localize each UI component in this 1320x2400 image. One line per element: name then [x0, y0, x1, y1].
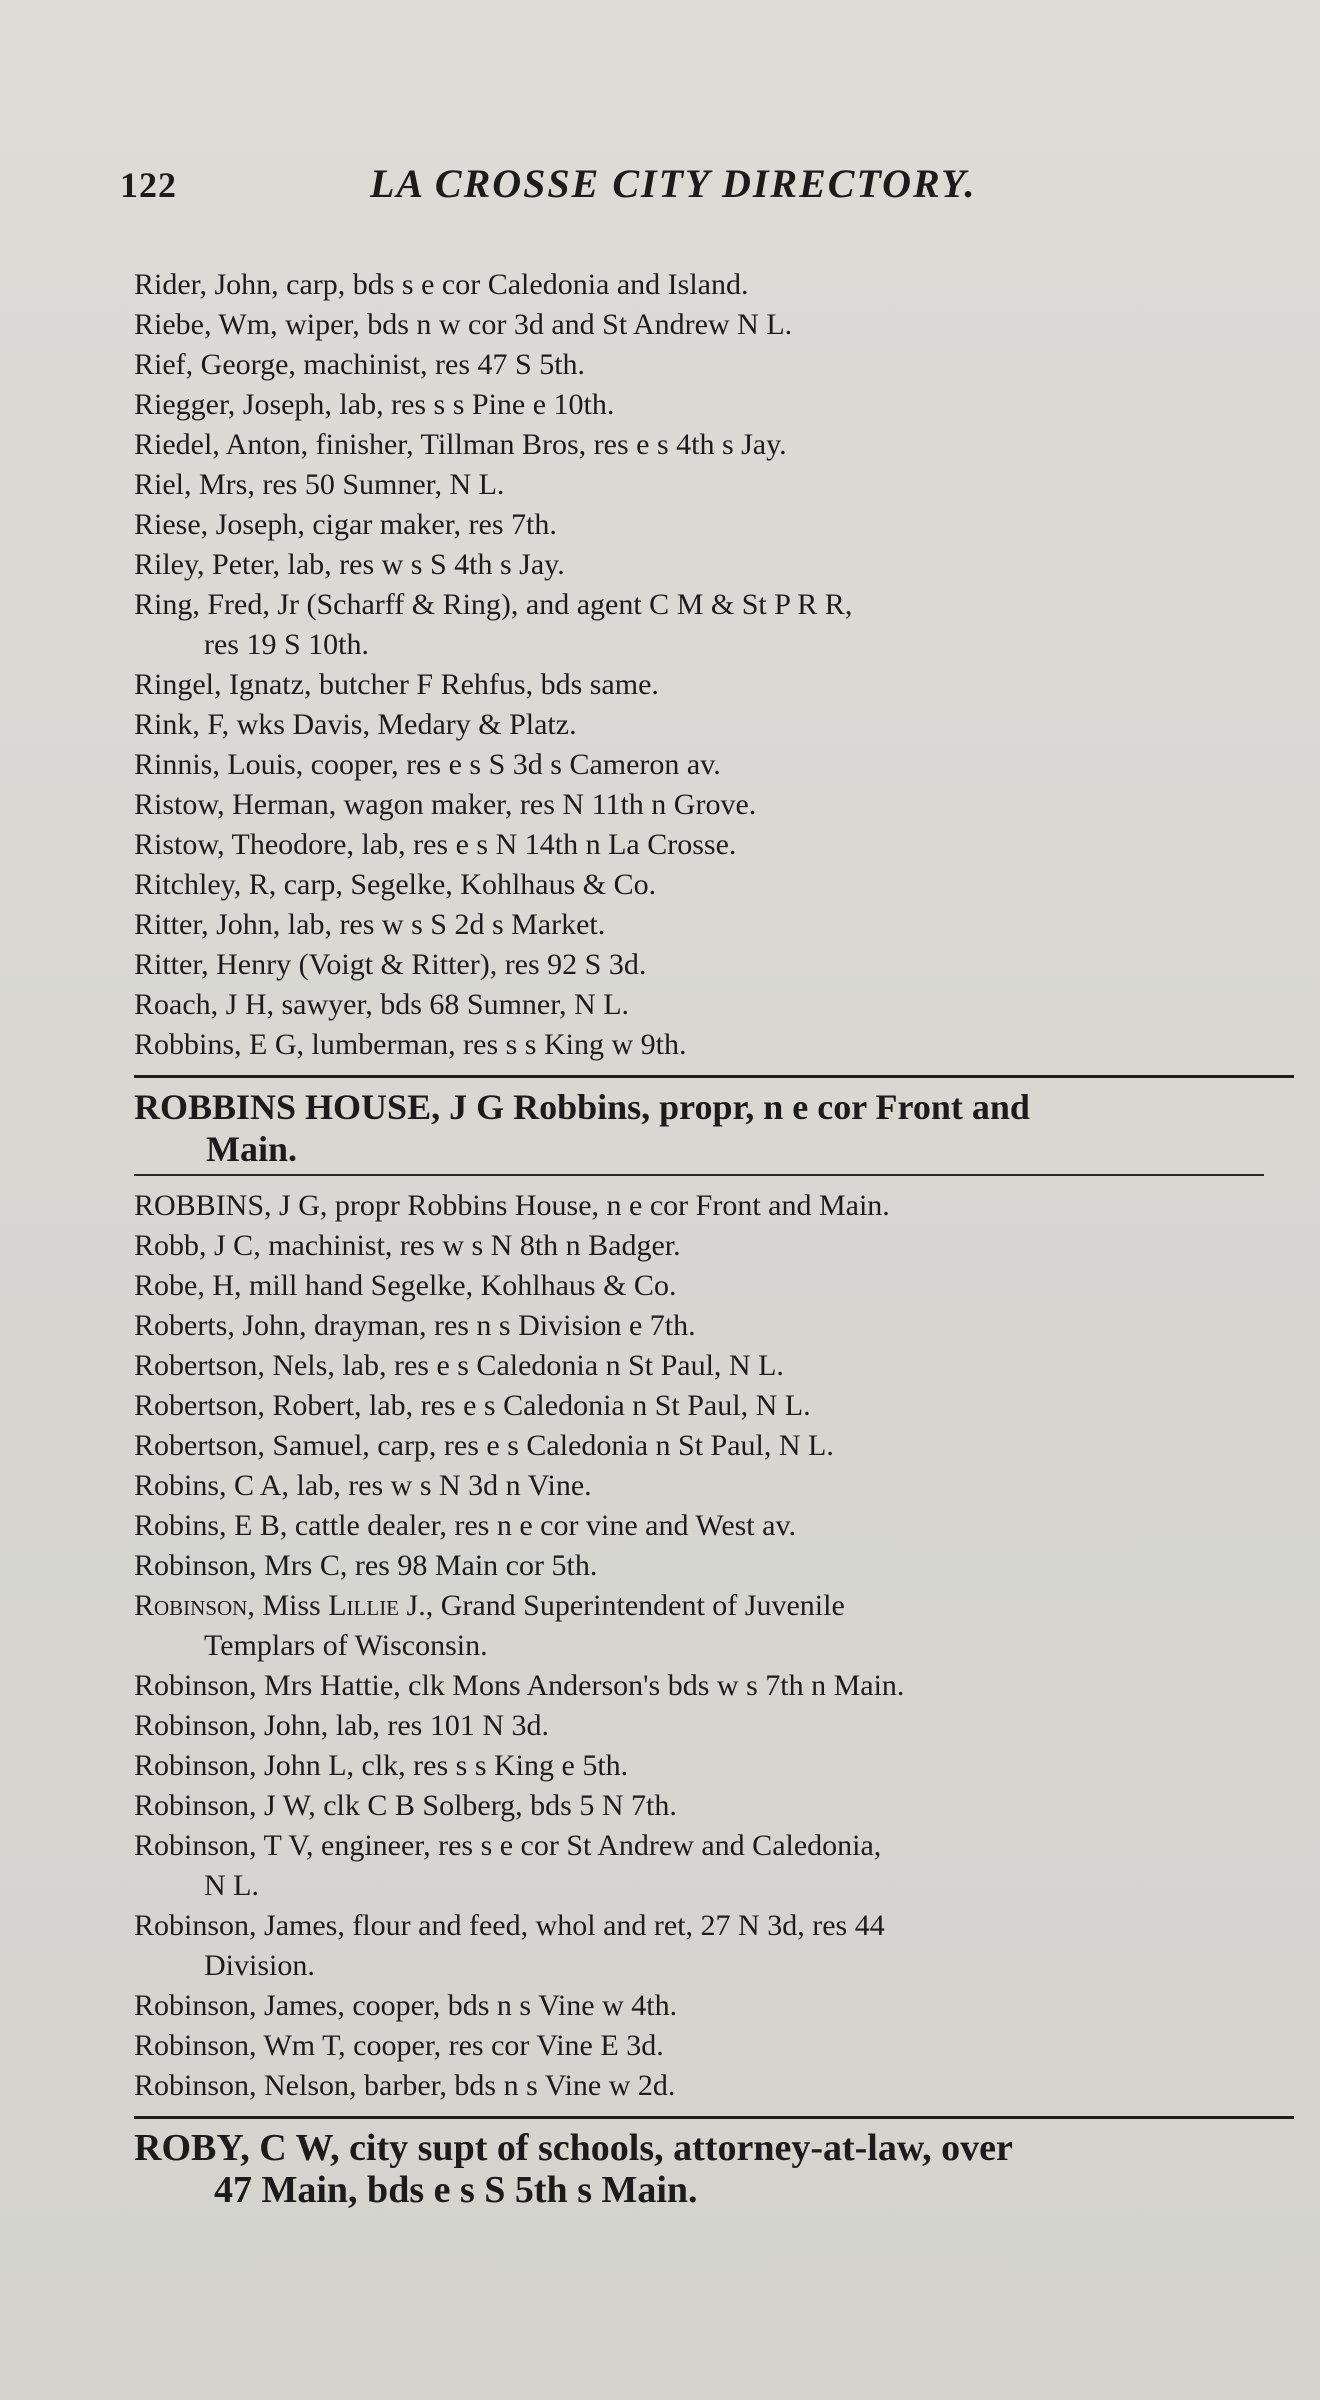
- entry-line: Ring, Fred, Jr (Scharff & Ring), and agent C M & St P R R,: [134, 588, 853, 621]
- entry-continuation: Templars of Wisconsin.: [204, 1629, 488, 1662]
- directory-entry: Robins, E B, cattle dealer, res n e cor vine and West av.: [134, 1509, 797, 1542]
- directory-entry: Robinson, J W, clk C B Solberg, bds 5 N 7th.: [134, 1789, 677, 1822]
- directory-entry: Ritter, John, lab, res w s S 2d s Market.: [134, 908, 606, 941]
- entry-surname: Robinson: [134, 1589, 248, 1622]
- directory-entry: Robertson, Samuel, carp, res e s Caledonia n St Paul, N L.: [134, 1429, 834, 1462]
- divider-rule: [134, 2116, 1294, 2119]
- directory-entry: Robins, C A, lab, res w s N 3d n Vine.: [134, 1469, 592, 1502]
- entry-line: Robinson, T V, engineer, res s e cor St Andrew and Caledonia,: [134, 1829, 882, 1862]
- divider-rule: [134, 1174, 1264, 1176]
- directory-entry: Robinson, James, cooper, bds n s Vine w 4th.: [134, 1989, 678, 2022]
- directory-entry: Riel, Mrs, res 50 Sumner, N L.: [134, 468, 505, 501]
- directory-entry-ring: [134, 585, 1294, 665]
- directory-entry-lillie: Robinson, Miss Lillie J., Grand Superintendent of Juvenile Templars of Wisconsin.: [134, 1586, 1294, 1666]
- directory-entry: Robb, J C, machinist, res w s N 8th n Badger.: [134, 1229, 681, 1262]
- entry-given-name: Lillie: [328, 1589, 400, 1622]
- directory-entry: Rief, George, machinist, res 47 S 5th.: [134, 348, 586, 381]
- directory-entry: Rink, F, wks Davis, Medary & Platz.: [134, 708, 577, 741]
- directory-entry: Robertson, Robert, lab, res e s Caledonia n St Paul, N L.: [134, 1389, 811, 1422]
- ad-continuation: Main.: [206, 1129, 298, 1169]
- advertisement-roby: [134, 2127, 1294, 2211]
- directory-entry: Roberts, John, drayman, res n s Division e 7th.: [134, 1309, 696, 1342]
- directory-entry: Riegger, Joseph, lab, res s s Pine e 10th.: [134, 388, 615, 421]
- directory-entry: Robinson, Nelson, barber, bds n s Vine w 2d.: [134, 2069, 676, 2102]
- divider-rule: [134, 1075, 1294, 1078]
- directory-entry: Rinnis, Louis, cooper, res e s S 3d s Cameron av.: [134, 748, 721, 781]
- entry-continuation: res 19 S 10th.: [204, 628, 369, 661]
- directory-entry: Robertson, Nels, lab, res e s Caledonia n St Paul, N L.: [134, 1349, 784, 1382]
- directory-entry: Riese, Joseph, cigar maker, res 7th.: [134, 508, 557, 541]
- advertisement-robbins-house: [134, 1086, 1294, 1170]
- entry-line: Robinson, James, flour and feed, whol and ret, 27 N 3d, res 44: [134, 1909, 885, 1942]
- directory-entry: Riedel, Anton, finisher, Tillman Bros, res e s 4th s Jay.: [134, 428, 787, 461]
- ad-line: ROBY, C W, city supt of schools, attorney-at-law, over: [134, 2127, 1013, 2169]
- directory-entry: Robinson, Mrs C, res 98 Main cor 5th.: [134, 1549, 598, 1582]
- page-number: 122: [120, 165, 177, 205]
- directory-entry: Roach, J H, sawyer, bds 68 Sumner, N L.: [134, 988, 630, 1021]
- directory-entry: Ritchley, R, carp, Segelke, Kohlhaus & Co.: [134, 868, 657, 901]
- directory-entry: Robe, H, mill hand Segelke, Kohlhaus & Co.: [134, 1269, 677, 1302]
- directory-entry: Riley, Peter, lab, res w s S 4th s Jay.: [134, 548, 565, 581]
- ad-continuation: 47 Main, bds e s S 5th s Main.: [214, 2169, 698, 2211]
- directory-entries: [134, 265, 1294, 2211]
- directory-entry: Riebe, Wm, wiper, bds n w cor 3d and St Andrew N L.: [134, 308, 793, 341]
- directory-entry-james: [134, 1906, 1294, 1986]
- entry-title: Miss: [262, 1589, 321, 1622]
- running-title: LA CROSSE CITY DIRECTORY.: [370, 161, 977, 206]
- directory-entry: Robbins, E G, lumberman, res s s King w 9th.: [134, 1028, 687, 1061]
- entry-continuation: N L.: [204, 1869, 259, 1902]
- directory-entry: Ringel, Ignatz, butcher F Rehfus, bds same.: [134, 668, 659, 701]
- directory-entry-tv: [134, 1826, 1294, 1906]
- directory-entry: Robinson, John L, clk, res s s King e 5th.: [134, 1749, 629, 1782]
- directory-entry: Rider, John, carp, bds s e cor Caledonia and Island.: [134, 268, 749, 301]
- entry-continuation: Division.: [204, 1949, 315, 1982]
- directory-entry: Ristow, Theodore, lab, res e s N 14th n La Crosse.: [134, 828, 737, 861]
- page-header: [120, 160, 1200, 210]
- directory-entry: Ristow, Herman, wagon maker, res N 11th n Grove.: [134, 788, 757, 821]
- directory-entry: Robinson, Wm T, cooper, res cor Vine E 3d.: [134, 2029, 664, 2062]
- directory-entry: ROBBINS, J G, propr Robbins House, n e cor Front and Main.: [134, 1189, 890, 1222]
- ad-line: ROBBINS HOUSE, J G Robbins, propr, n e cor Front and: [134, 1087, 1030, 1127]
- entry-line: J., Grand Superintendent of Juvenile: [406, 1589, 845, 1622]
- directory-entry: Robinson, Mrs Hattie, clk Mons Anderson's bds w s 7th n Main.: [134, 1669, 905, 1702]
- directory-entry: Ritter, Henry (Voigt & Ritter), res 92 S 3d.: [134, 948, 647, 981]
- directory-entry: Robinson, John, lab, res 101 N 3d.: [134, 1709, 549, 1742]
